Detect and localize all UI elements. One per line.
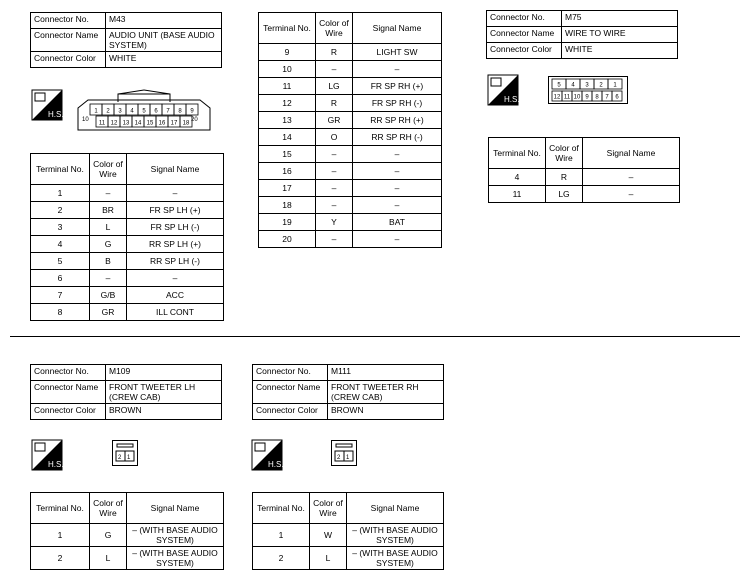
wire-color: R (316, 95, 353, 112)
terminal-no: 2 (253, 547, 310, 570)
pin-number: 2 (118, 455, 122, 461)
pin-number: 6 (154, 108, 158, 115)
wire-color: Y (316, 214, 353, 231)
pin-number: 16 (158, 120, 166, 127)
pin-number: 1 (346, 455, 350, 461)
hs-label: H.S. (268, 460, 284, 469)
terminal-no: 3 (31, 219, 90, 236)
connector-no-value: M109 (106, 365, 222, 381)
header-wire-color: Color of Wire (316, 13, 353, 44)
header-terminal-no: Terminal No. (31, 493, 90, 524)
terminal-no: 16 (259, 163, 316, 180)
connector-info-m75 (486, 10, 678, 59)
connector-name-label: Connector Name (31, 381, 106, 404)
wire-color: LG (546, 186, 583, 203)
connector-diagram-m43 (78, 90, 210, 132)
table-row (259, 197, 442, 214)
terminal-no: 15 (259, 146, 316, 163)
connector-diagram-m111 (331, 440, 357, 466)
signal-name: BAT (353, 214, 442, 231)
header-signal-name: Signal Name (583, 138, 680, 169)
wire-color: GR (90, 304, 127, 321)
pin-number: 10 (573, 94, 581, 101)
connector-color-value: WHITE (562, 43, 678, 59)
table-row (31, 304, 224, 321)
terminal-table-m109 (30, 492, 224, 570)
signal-name: RR SP RH (+) (353, 112, 442, 129)
hs-label: H.S. (504, 95, 520, 104)
pin-number: 9 (585, 94, 589, 101)
hs-icon (252, 440, 282, 470)
connector-name-value: AUDIO UNIT (BASE AUDIO SYSTEM) (106, 29, 222, 52)
wire-color: G (90, 524, 127, 547)
header-terminal-no: Terminal No. (31, 154, 90, 185)
pin-left-end: 10 (82, 117, 89, 123)
terminal-no: 6 (31, 270, 90, 287)
terminal-no: 12 (259, 95, 316, 112)
pin-number: 2 (599, 82, 603, 89)
connector-no-label: Connector No. (487, 11, 562, 27)
table-row (259, 129, 442, 146)
wire-color: L (90, 219, 127, 236)
signal-name: RR SP RH (-) (353, 129, 442, 146)
terminal-no: 13 (259, 112, 316, 129)
signal-name: – (WITH BASE AUDIO SYSTEM) (347, 547, 444, 570)
header-wire-color: Color of Wire (90, 493, 127, 524)
signal-name: ILL CONT (127, 304, 224, 321)
terminal-no: 4 (489, 169, 546, 186)
table-row (489, 169, 680, 186)
pin-number: 5 (557, 82, 561, 89)
wire-color: – (90, 270, 127, 287)
wire-color: – (316, 197, 353, 214)
connector-name-value: WIRE TO WIRE (562, 27, 678, 43)
terminal-no: 1 (253, 524, 310, 547)
pin-number: 2 (337, 455, 341, 461)
table-row (259, 95, 442, 112)
table-row (259, 146, 442, 163)
connector-no-value: M43 (106, 13, 222, 29)
connector-color-label: Connector Color (31, 52, 106, 68)
signal-name: – (353, 146, 442, 163)
signal-name: – (583, 186, 680, 203)
signal-name: – (353, 231, 442, 248)
terminal-no: 7 (31, 287, 90, 304)
terminal-table-m43-cont (258, 12, 442, 248)
pin-number: 1 (613, 82, 617, 89)
connector-no-label: Connector No. (253, 365, 328, 381)
connector-color-label: Connector Color (253, 404, 328, 420)
terminal-no: 17 (259, 180, 316, 197)
terminal-table-m43 (30, 153, 224, 321)
pin-number: 14 (134, 120, 142, 127)
terminal-no: 4 (31, 236, 90, 253)
header-signal-name: Signal Name (127, 493, 224, 524)
pin-number: 9 (190, 108, 194, 115)
terminal-no: 10 (259, 61, 316, 78)
header-signal-name: Signal Name (127, 154, 224, 185)
terminal-no: 1 (31, 524, 90, 547)
wire-color: BR (90, 202, 127, 219)
connector-info-m111 (252, 364, 444, 420)
signal-name: – (353, 163, 442, 180)
connector-color-value: BROWN (328, 404, 444, 420)
pin-number: 4 (571, 82, 575, 89)
pin-number: 11 (563, 94, 571, 101)
pin-number: 1 (127, 455, 131, 461)
connector-no-value: M111 (328, 365, 444, 381)
table-row (259, 78, 442, 95)
signal-name: LIGHT SW (353, 44, 442, 61)
terminal-no: 2 (31, 202, 90, 219)
wire-color: – (90, 185, 127, 202)
pin-number: 3 (585, 82, 589, 89)
pin-number: 12 (553, 94, 561, 101)
terminal-table-m111 (252, 492, 444, 570)
pin-number: 4 (130, 108, 134, 115)
wire-color: – (316, 146, 353, 163)
signal-name: FR SP LH (+) (127, 202, 224, 219)
terminal-no: 14 (259, 129, 316, 146)
signal-name: – (127, 185, 224, 202)
header-terminal-no: Terminal No. (253, 493, 310, 524)
wire-color: – (316, 231, 353, 248)
connector-name-value: FRONT TWEETER LH (CREW CAB) (106, 381, 222, 404)
wire-color: G (90, 236, 127, 253)
pin-number: 3 (118, 108, 122, 115)
wire-color: – (316, 180, 353, 197)
wire-color: B (90, 253, 127, 270)
connector-name-label: Connector Name (31, 29, 106, 52)
wire-color: G/B (90, 287, 127, 304)
connector-name-label: Connector Name (487, 27, 562, 43)
table-row (489, 186, 680, 203)
table-row (31, 270, 224, 287)
header-wire-color: Color of Wire (546, 138, 583, 169)
signal-name: – (WITH BASE AUDIO SYSTEM) (127, 524, 224, 547)
signal-name: ACC (127, 287, 224, 304)
signal-name: – (WITH BASE AUDIO SYSTEM) (127, 547, 224, 570)
signal-name: – (353, 180, 442, 197)
wire-color: R (546, 169, 583, 186)
pin-number: 6 (615, 94, 619, 101)
connector-info-m109 (30, 364, 222, 420)
table-row (31, 253, 224, 270)
terminal-no: 2 (31, 547, 90, 570)
terminal-no: 8 (31, 304, 90, 321)
connector-color-value: WHITE (106, 52, 222, 68)
signal-name: FR SP RH (-) (353, 95, 442, 112)
connector-diagram-m109 (112, 440, 138, 466)
terminal-no: 5 (31, 253, 90, 270)
connector-no-value: M75 (562, 11, 678, 27)
section-divider (10, 336, 740, 337)
signal-name: – (127, 270, 224, 287)
pin-number: 2 (106, 108, 110, 115)
signal-name: RR SP LH (-) (127, 253, 224, 270)
wire-color: O (316, 129, 353, 146)
hs-icon (32, 90, 62, 120)
connector-color-label: Connector Color (31, 404, 106, 420)
table-row (31, 202, 224, 219)
pin-number: 1 (94, 108, 98, 115)
wire-color: L (310, 547, 347, 570)
hs-icon (32, 440, 62, 470)
header-signal-name: Signal Name (347, 493, 444, 524)
table-row (31, 185, 224, 202)
hs-label: H.S. (48, 110, 64, 119)
table-row (259, 44, 442, 61)
pin-number: 7 (605, 94, 609, 101)
table-row (259, 231, 442, 248)
terminal-no: 11 (259, 78, 316, 95)
terminal-no: 9 (259, 44, 316, 61)
hs-icon (488, 75, 518, 105)
pin-number: 5 (142, 108, 146, 115)
table-row (31, 219, 224, 236)
connector-info-m43 (30, 12, 222, 68)
terminal-no: 1 (31, 185, 90, 202)
header-signal-name: Signal Name (353, 13, 442, 44)
terminal-no: 20 (259, 231, 316, 248)
pin-number: 8 (178, 108, 182, 115)
wire-color: L (90, 547, 127, 570)
pin-number: 15 (146, 120, 154, 127)
pin-number: 11 (98, 120, 106, 127)
header-wire-color: Color of Wire (90, 154, 127, 185)
wire-color: R (316, 44, 353, 61)
wire-color: – (316, 163, 353, 180)
pin-number: 12 (110, 120, 118, 127)
signal-name: – (353, 197, 442, 214)
connector-no-label: Connector No. (31, 13, 106, 29)
wire-color: GR (316, 112, 353, 129)
signal-name: FR SP RH (+) (353, 78, 442, 95)
terminal-no: 11 (489, 186, 546, 203)
table-row (259, 163, 442, 180)
pin-number: 17 (170, 120, 178, 127)
terminal-table-m75 (488, 137, 680, 203)
connector-no-label: Connector No. (31, 365, 106, 381)
table-row (31, 287, 224, 304)
hs-label: H.S. (48, 460, 64, 469)
wire-color: W (310, 524, 347, 547)
table-row (31, 236, 224, 253)
header-terminal-no: Terminal No. (489, 138, 546, 169)
pin-right-end: 20 (191, 117, 198, 123)
table-row (253, 524, 444, 547)
wire-color: LG (316, 78, 353, 95)
terminal-no: 19 (259, 214, 316, 231)
pin-number: 8 (595, 94, 599, 101)
pin-number: 13 (122, 120, 130, 127)
pin-number: 7 (166, 108, 170, 115)
signal-name: FR SP LH (-) (127, 219, 224, 236)
table-row (31, 547, 224, 570)
header-wire-color: Color of Wire (310, 493, 347, 524)
signal-name: RR SP LH (+) (127, 236, 224, 253)
connector-diagram-m75 (548, 76, 628, 104)
wire-color: – (316, 61, 353, 78)
signal-name: – (WITH BASE AUDIO SYSTEM) (347, 524, 444, 547)
signal-name: – (583, 169, 680, 186)
signal-name: – (353, 61, 442, 78)
connector-name-label: Connector Name (253, 381, 328, 404)
connector-color-label: Connector Color (487, 43, 562, 59)
pin-number: 18 (182, 120, 190, 127)
table-row (259, 61, 442, 78)
table-row (259, 214, 442, 231)
table-row (259, 180, 442, 197)
table-row (253, 547, 444, 570)
connector-name-value: FRONT TWEETER RH (CREW CAB) (328, 381, 444, 404)
terminal-no: 18 (259, 197, 316, 214)
table-row (259, 112, 442, 129)
connector-color-value: BROWN (106, 404, 222, 420)
table-row (31, 524, 224, 547)
header-terminal-no: Terminal No. (259, 13, 316, 44)
